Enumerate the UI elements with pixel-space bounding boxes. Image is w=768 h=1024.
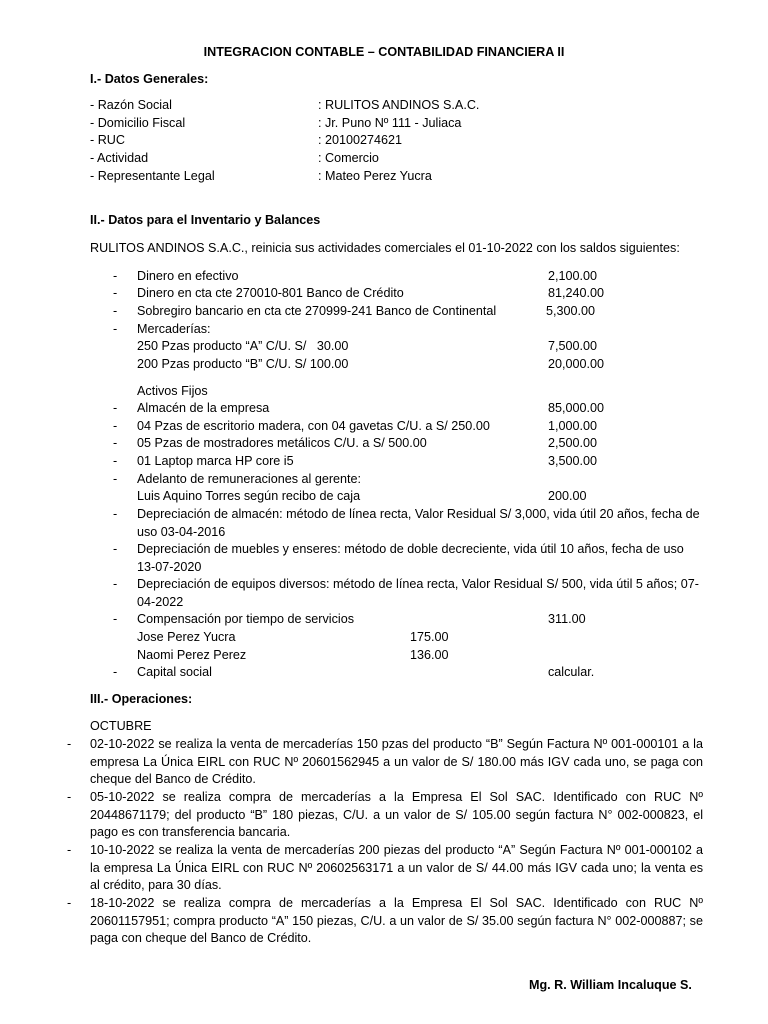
inventory-item-text: 05 Pzas de mostradores metálicos C/U. a S/ 500.00 <box>137 436 427 450</box>
general-label-representante: - Representante Legal <box>90 169 215 183</box>
general-label-razon-social: - Razón Social <box>90 98 172 112</box>
list-dash: - <box>113 419 118 433</box>
inventory-subitem-text: Jose Perez Yucra <box>137 630 236 644</box>
list-dash: - <box>113 454 118 468</box>
inventory-item-text: 01 Laptop marca HP core i5 <box>137 454 294 468</box>
general-value-ruc: : 20100274621 <box>318 133 403 147</box>
operation-item: 02-10-2022 se realiza la venta de mercaderías 150 pzas del producto “B” Según Factura Nº 001-000101 a la empresa La Única EIRL con RUC Nº 20601562945 a un valor de S/ 180.00 más IGV cada uno, se paga con cheque del Banco de Crédito. <box>90 737 703 787</box>
signature: Mg. R. William Incaluque S. <box>529 978 692 992</box>
month-label: OCTUBRE <box>90 719 152 733</box>
operation-item: 05-10-2022 se realiza compra de mercaderías a la Empresa El Sol SAC. Identificado con RUC Nº 20448671179; del producto “B” 180 piezas, C/U. a un valor de S/ 105.00 según factura N° 002-000823, el pago es con transferencia bancaria. <box>90 790 703 840</box>
inventory-item-text: Capital social <box>137 665 212 679</box>
inventory-item-amount: 2,100.00 <box>548 269 598 283</box>
document-title: INTEGRACION CONTABLE – CONTABILIDAD FINANCIERA II <box>203 45 565 59</box>
depreciation-note: Depreciación de muebles y enseres: método de doble decreciente, vida útil 10 años, fecha de uso 13-07-2020 <box>137 542 684 574</box>
list-dash: - <box>67 790 72 804</box>
list-dash: - <box>113 322 118 336</box>
activos-fijos-heading: Activos Fijos <box>137 384 208 398</box>
operation-item: 18-10-2022 se realiza compra de mercaderías a la Empresa El Sol SAC. Identificado con RUC Nº 20601157951; compra producto “A” 150 piezas, C/U. a un valor de S/ 35.00 según factura N° 002-000887; se paga con cheque del Banco de Crédito. <box>90 896 703 946</box>
operation-item: 10-10-2022 se realiza la venta de mercaderías 200 piezas del producto “A” Según Factura Nº 001-000102 a la empresa La Única EIRL con RUC Nº 20602563171 a un valor de S/ 44.00 más IGV cada uno; la venta es al crédito, para 30 días. <box>90 843 703 893</box>
inventory-item-text: Almacén de la empresa <box>137 401 270 415</box>
list-dash: - <box>113 507 118 521</box>
inventory-item-amount: 7,500.00 <box>548 339 598 353</box>
depreciation-note: Depreciación de almacén: método de línea recta, Valor Residual S/ 3,000, vida útil 20 años, fecha de uso 03-04-2016 <box>137 507 700 539</box>
inventory-subitem-text: Naomi Perez Perez <box>137 648 247 662</box>
inventory-item-text: Dinero en efectivo <box>137 269 239 283</box>
section-2-intro: RULITOS ANDINOS S.A.C., reinicia sus actividades comerciales el 01-10-2022 con los saldos siguientes: <box>90 241 680 255</box>
inventory-item-text: Mercaderías: <box>137 322 211 336</box>
inventory-item-text: Dinero en cta cte 270010-801 Banco de Crédito <box>137 286 404 300</box>
inventory-item-amount: 20,000.00 <box>548 357 605 371</box>
list-dash: - <box>67 843 72 857</box>
inventory-item-amount: calcular. <box>548 665 595 679</box>
general-label-domicilio: - Domicilio Fiscal <box>90 116 186 130</box>
inventory-item-amount: 311.00 <box>548 612 586 626</box>
inventory-subitem-text: Luis Aquino Torres según recibo de caja <box>137 489 361 503</box>
inventory-item-amount: 200.00 <box>548 489 587 503</box>
list-dash: - <box>67 737 72 751</box>
inventory-item-amount: 5,300.00 <box>546 304 596 318</box>
inventory-item-amount: 1,000.00 <box>548 419 598 433</box>
general-value-domicilio: : Jr. Puno Nº 111 - Juliaca <box>318 116 462 130</box>
section-3-heading: III.- Operaciones: <box>90 692 193 706</box>
list-dash: - <box>113 269 118 283</box>
inventory-item-amount: 85,000.00 <box>548 401 605 415</box>
general-value-razon-social: : RULITOS ANDINOS S.A.C. <box>318 98 480 112</box>
section-1-heading: I.- Datos Generales: <box>90 72 209 86</box>
depreciation-note: Depreciación de equipos diversos: método de línea recta, Valor Residual S/ 500, vida útil 5 años; 07-04-2022 <box>137 577 699 609</box>
list-dash: - <box>67 896 72 910</box>
inventory-item-text: 04 Pzas de escritorio madera, con 04 gavetas C/U. a S/ 250.00 <box>137 419 490 433</box>
list-dash: - <box>113 577 118 591</box>
general-label-ruc: - RUC <box>90 133 125 147</box>
list-dash: - <box>113 612 118 626</box>
inventory-item-text: Sobregiro bancario en cta cte 270999-241 Banco de Continental <box>137 304 497 318</box>
general-label-actividad: - Actividad <box>90 151 149 165</box>
inventory-subitem-text: 200 Pzas producto “B” C/U. S/ 100.00 <box>137 357 349 371</box>
inventory-item-text: Compensación por tiempo de servicios <box>137 612 354 626</box>
list-dash: - <box>113 436 118 450</box>
inventory-item-amount: 2,500.00 <box>548 436 598 450</box>
inventory-subitem-amount: 136.00 <box>410 648 449 662</box>
list-dash: - <box>113 472 118 486</box>
inventory-subitem-text: 250 Pzas producto “A” C/U. S/ 30.00 <box>137 339 349 353</box>
inventory-item-amount: 81,240.00 <box>548 286 605 300</box>
general-value-representante: : Mateo Perez Yucra <box>318 169 432 183</box>
inventory-subitem-amount: 175.00 <box>410 630 449 644</box>
list-dash: - <box>113 286 118 300</box>
inventory-item-text: Adelanto de remuneraciones al gerente: <box>137 472 362 486</box>
list-dash: - <box>113 542 118 556</box>
list-dash: - <box>113 665 118 679</box>
general-value-actividad: : Comercio <box>318 151 379 165</box>
list-dash: - <box>113 304 118 318</box>
inventory-item-amount: 3,500.00 <box>548 454 598 468</box>
list-dash: - <box>113 401 118 415</box>
section-2-heading: II.- Datos para el Inventario y Balances <box>90 213 321 227</box>
